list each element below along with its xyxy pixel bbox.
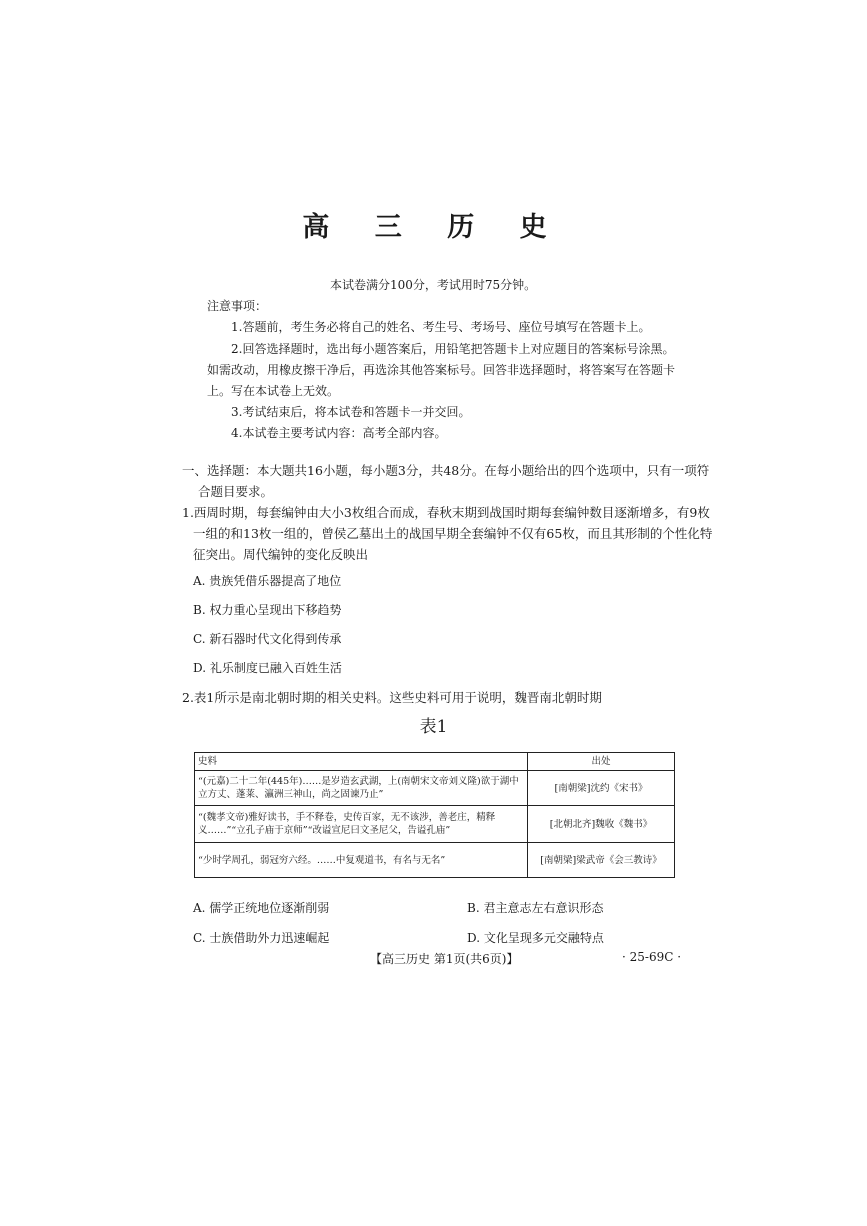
table-row [195,806,675,843]
exam-intro: 本试卷满分100分，考试用时75分钟。 [330,278,537,292]
notice-heading: 注意事项： [207,299,268,313]
question-1-option-a: A. 贵族凭借乐器提高了地位 [193,574,342,588]
question-2-option-a: A. 儒学正统地位逐渐削弱 [193,901,330,915]
notice-item-2-line-3: 上。写在本试卷上无效。 [207,384,340,398]
table-title: 表1 [419,717,448,737]
question-2-stem: 2.表1所示是南北朝时期的相关史料。这些史料可用于说明，魏晋南北朝时期 [182,690,602,705]
page-footer: 【高三历史 第1页(共6页)】 [370,952,519,966]
question-1-line-2: 一组的和13枚一组的，曾侯乙墓出土的战国早期全套编钟不仅有65枚，而且其形制的个性化特 [193,526,713,541]
notice-item-4: 4.本试卷主要考试内容：高考全部内容。 [231,426,447,440]
notice-item-2-line-2: 如需改动，用橡皮擦干净后，再选涂其他答案标号。回答非选择题时，将答案写在答题卡 [207,363,676,377]
question-1-option-c: C. 新石器时代文化得到传承 [193,632,342,646]
question-1-option-d: D. 礼乐制度已融入百姓生活 [193,661,342,675]
notice-item-2-line-1: 2.回答选择题时，选出每小题答案后，用铅笔把答题卡上对应题目的答案标号涂黑。 [231,342,675,356]
table-cell-text: “(元嘉)二十二年(445年)……是岁造玄武湖，上(南朝宋文帝刘义隆)欲于湖中立方丈、蓬莱、瀛洲三神山，尚之固谏乃止” [195,771,528,806]
notice-item-1: 1.答题前，考生务必将自己的姓名、考生号、考场号、座位号填写在答题卡上。 [231,320,651,334]
table-cell-text: “少时学周孔，弱冠穷六经。……中复观道书，有名与无名” [195,843,528,878]
section-1-line-1: 一、选择题：本大题共16小题，每小题3分，共48分。在每小题给出的四个选项中，只有一项符 [182,463,710,478]
exam-title: 高 三 历 史 [302,212,565,243]
table-cell-text: “(魏孝文帝)雅好读书，手不释卷，史传百家，无不该涉，善老庄，精释义……”“立孔子庙于京师”“改谥宣尼曰文圣尼父，告谥孔庙” [195,806,528,843]
question-1-line-3: 征突出。周代编钟的变化反映出 [193,547,369,562]
table-header-row [195,753,675,771]
table-row [195,843,675,878]
notice-item-3: 3.考试结束后，将本试卷和答题卡一并交回。 [231,405,471,419]
question-2-option-b: B. 君主意志左右意识形态 [467,901,604,915]
table-cell-source: [南朝梁]梁武帝《会三教诗》 [528,843,675,878]
question-1-option-b: B. 权力重心呈现出下移趋势 [193,603,342,617]
source-table [194,752,675,878]
question-1-line-1: 1.西周时期，每套编钟由大小3枚组合而成，春秋末期到战国时期每套编钟数目逐渐增多，有9枚 [182,505,710,520]
table-cell-source: [北朝北齐]魏收《魏书》 [528,806,675,843]
exam-code: · 25-69C · [622,950,682,964]
question-2-option-c: C. 士族借助外力迅速崛起 [193,931,330,945]
table-cell-source: [南朝梁]沈约《宋书》 [528,771,675,806]
section-1-line-2: 合题目要求。 [198,484,274,499]
table-header-source-text: 史料 [195,753,528,771]
question-2-option-d: D. 文化呈现多元交融特点 [467,931,604,945]
table-row [195,771,675,806]
table-header-origin: 出处 [528,753,675,771]
